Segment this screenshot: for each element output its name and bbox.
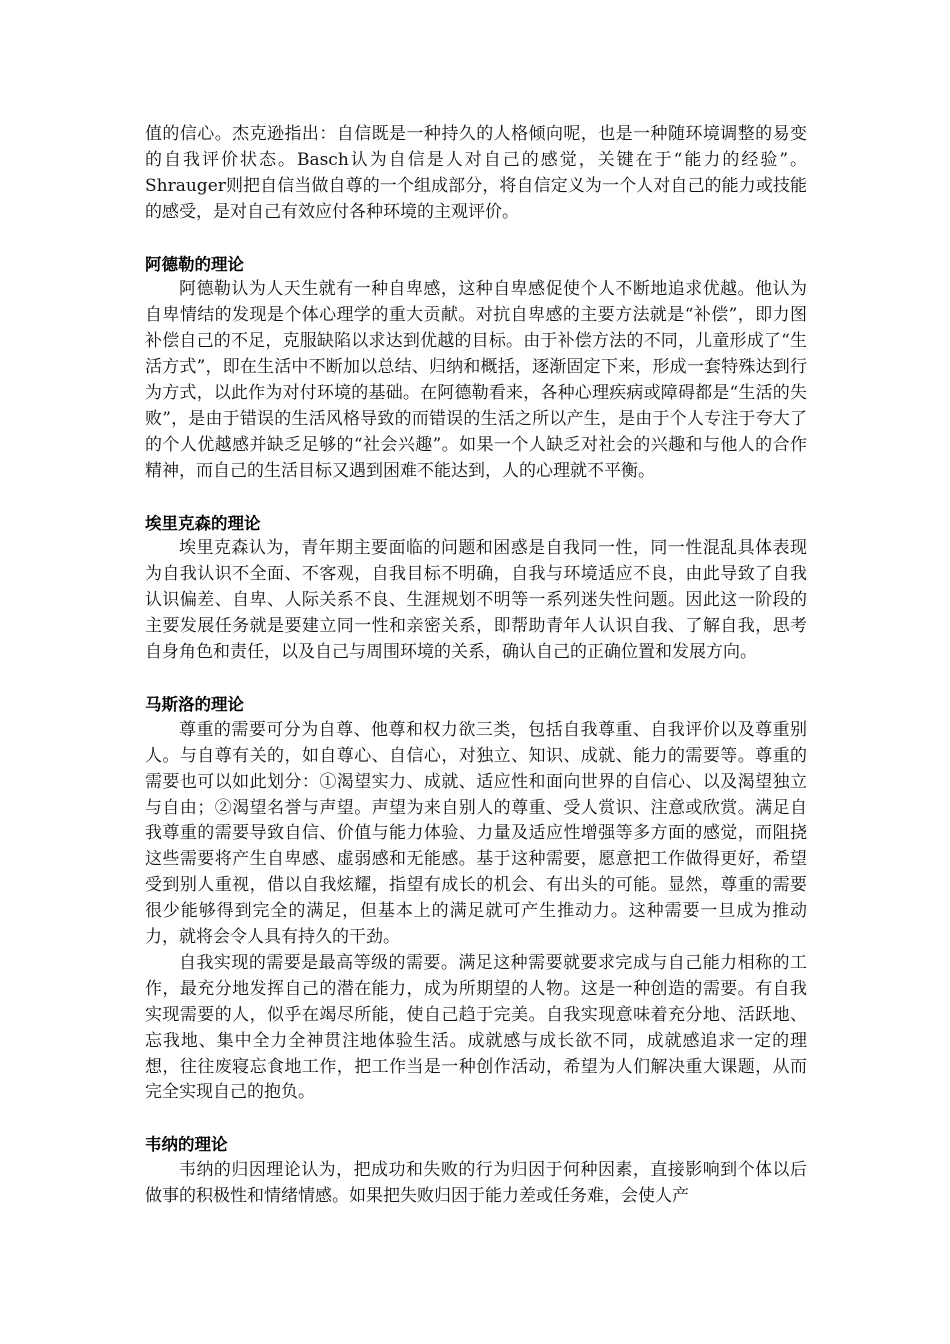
maslow-paragraph-self-actualization: 自我实现的需要是最高等级的需要。满足这种需要就要求完成与自己能力相称的工作，最充分地发挥自己的潜在能力，成为所期望的人物。这是一种创造的需要。有自我实现需要的人，似乎在竭尽所能，使自己趋于完美。自我实现意味着充分地、活跃地、忘我地、集中全力全神贯注地体验生活。成就感与成长欲不同，成就感追求一定的理想，往往废寝忘食地工作，把工作当是一种创作活动，希望为人们解决重大课题，从而完全实现自己的抱负。 (145, 952, 807, 1103)
section-heading-maslow: 马斯洛的理论 (145, 694, 244, 714)
maslow-paragraph-esteem: 尊重的需要可分为自尊、他尊和权力欲三类，包括自我尊重、自我评价以及尊重别人。与自尊有关的，如自尊心、自信心，对独立、知识、成就、能力的需要等。尊重的需要也可以如此划分：①渴望实力、成就、适应性和面向世界的自信心、以及渴望独立与自由；②渴望名誉与声望。声望为来自别人的尊重、受人赏识、注意或欣赏。满足自我尊重的需要导致自信、价值与能力体验、力量及适应性增强等多方面的感觉，而阻挠这些需要将产生自卑感、虚弱感和无能感。基于这种需要，愿意把工作做得更好，希望受到别人重视，借以自我炫耀，指望有成长的机会、有出头的可能。显然，尊重的需要很少能够得到完全的满足，但基本上的满足就可产生推动力。这种需要一旦成为推动力，就将会令人具有持久的干劲。 (145, 719, 807, 948)
section-heading-adler: 阿德勒的理论 (145, 254, 244, 274)
section-heading-weiner: 韦纳的理论 (145, 1135, 228, 1155)
section-heading-erikson: 埃里克森的理论 (145, 513, 261, 533)
erikson-paragraph: 埃里克森认为，青年期主要面临的问题和困惑是自我同一性，同一性混乱具体表现为自我认识不全面、不客观，自我目标不明确，自我与环境适应不良，由此导致了自我认识偏差、自卑、人际关系不良、生涯规划不明等一系列迷失性问题。因此这一阶段的主要发展任务就是要建立同一性和亲密关系，即帮助青年人认识自我、了解自我，思考自身角色和责任，以及自己与周围环境的关系，确认自己的正确位置和发展方向。 (145, 538, 807, 663)
weiner-paragraph: 韦纳的归因理论认为，把成功和失败的行为归因于何种因素，直接影响到个体以后做事的积极性和情绪情感。如果把失败归因于能力差或任务难，会使人产 (145, 1160, 807, 1207)
adler-paragraph: 阿德勒认为人天生就有一种自卑感，这种自卑感促使个人不断地追求优越。他认为自卑情结的发现是个体心理学的重大贡献。对抗自卑感的主要方法就是“补偿”，即力图补偿自己的不足，克服缺陷以求达到优越的目标。由于补偿方法的不同，儿童形成了“生活方式”，即在生活中不断加以总结、归纳和概括，逐渐固定下来，形成一套特殊达到行为方式，以此作为对付环境的基础。在阿德勒看来，各种心理疾病或障碍都是“生活的失败”，是由于错误的生活风格导致的而错误的生活之所以产生，是由于个人专注于夸大了的个人优越感并缺乏足够的“社会兴趣”。如果一个人缺乏对社会的兴趣和与他人的合作精神，而自己的生活目标又遇到困难不能达到，人的心理就不平衡。 (145, 279, 807, 481)
document-page (145, 122, 807, 1210)
intro-paragraph: 值的信心。杰克逊指出：自信既是一种持久的人格倾向呢，也是一种随环境调整的易变的自我评价状态。Basch认为自信是人对自己的感觉，关键在于“能力的经验”。Shrauger则把自信当做自尊的一个组成部分，将自信定义为一个人对自己的能力或技能的感受，是对自己有效应付各种环境的主观评价。 (145, 124, 807, 222)
